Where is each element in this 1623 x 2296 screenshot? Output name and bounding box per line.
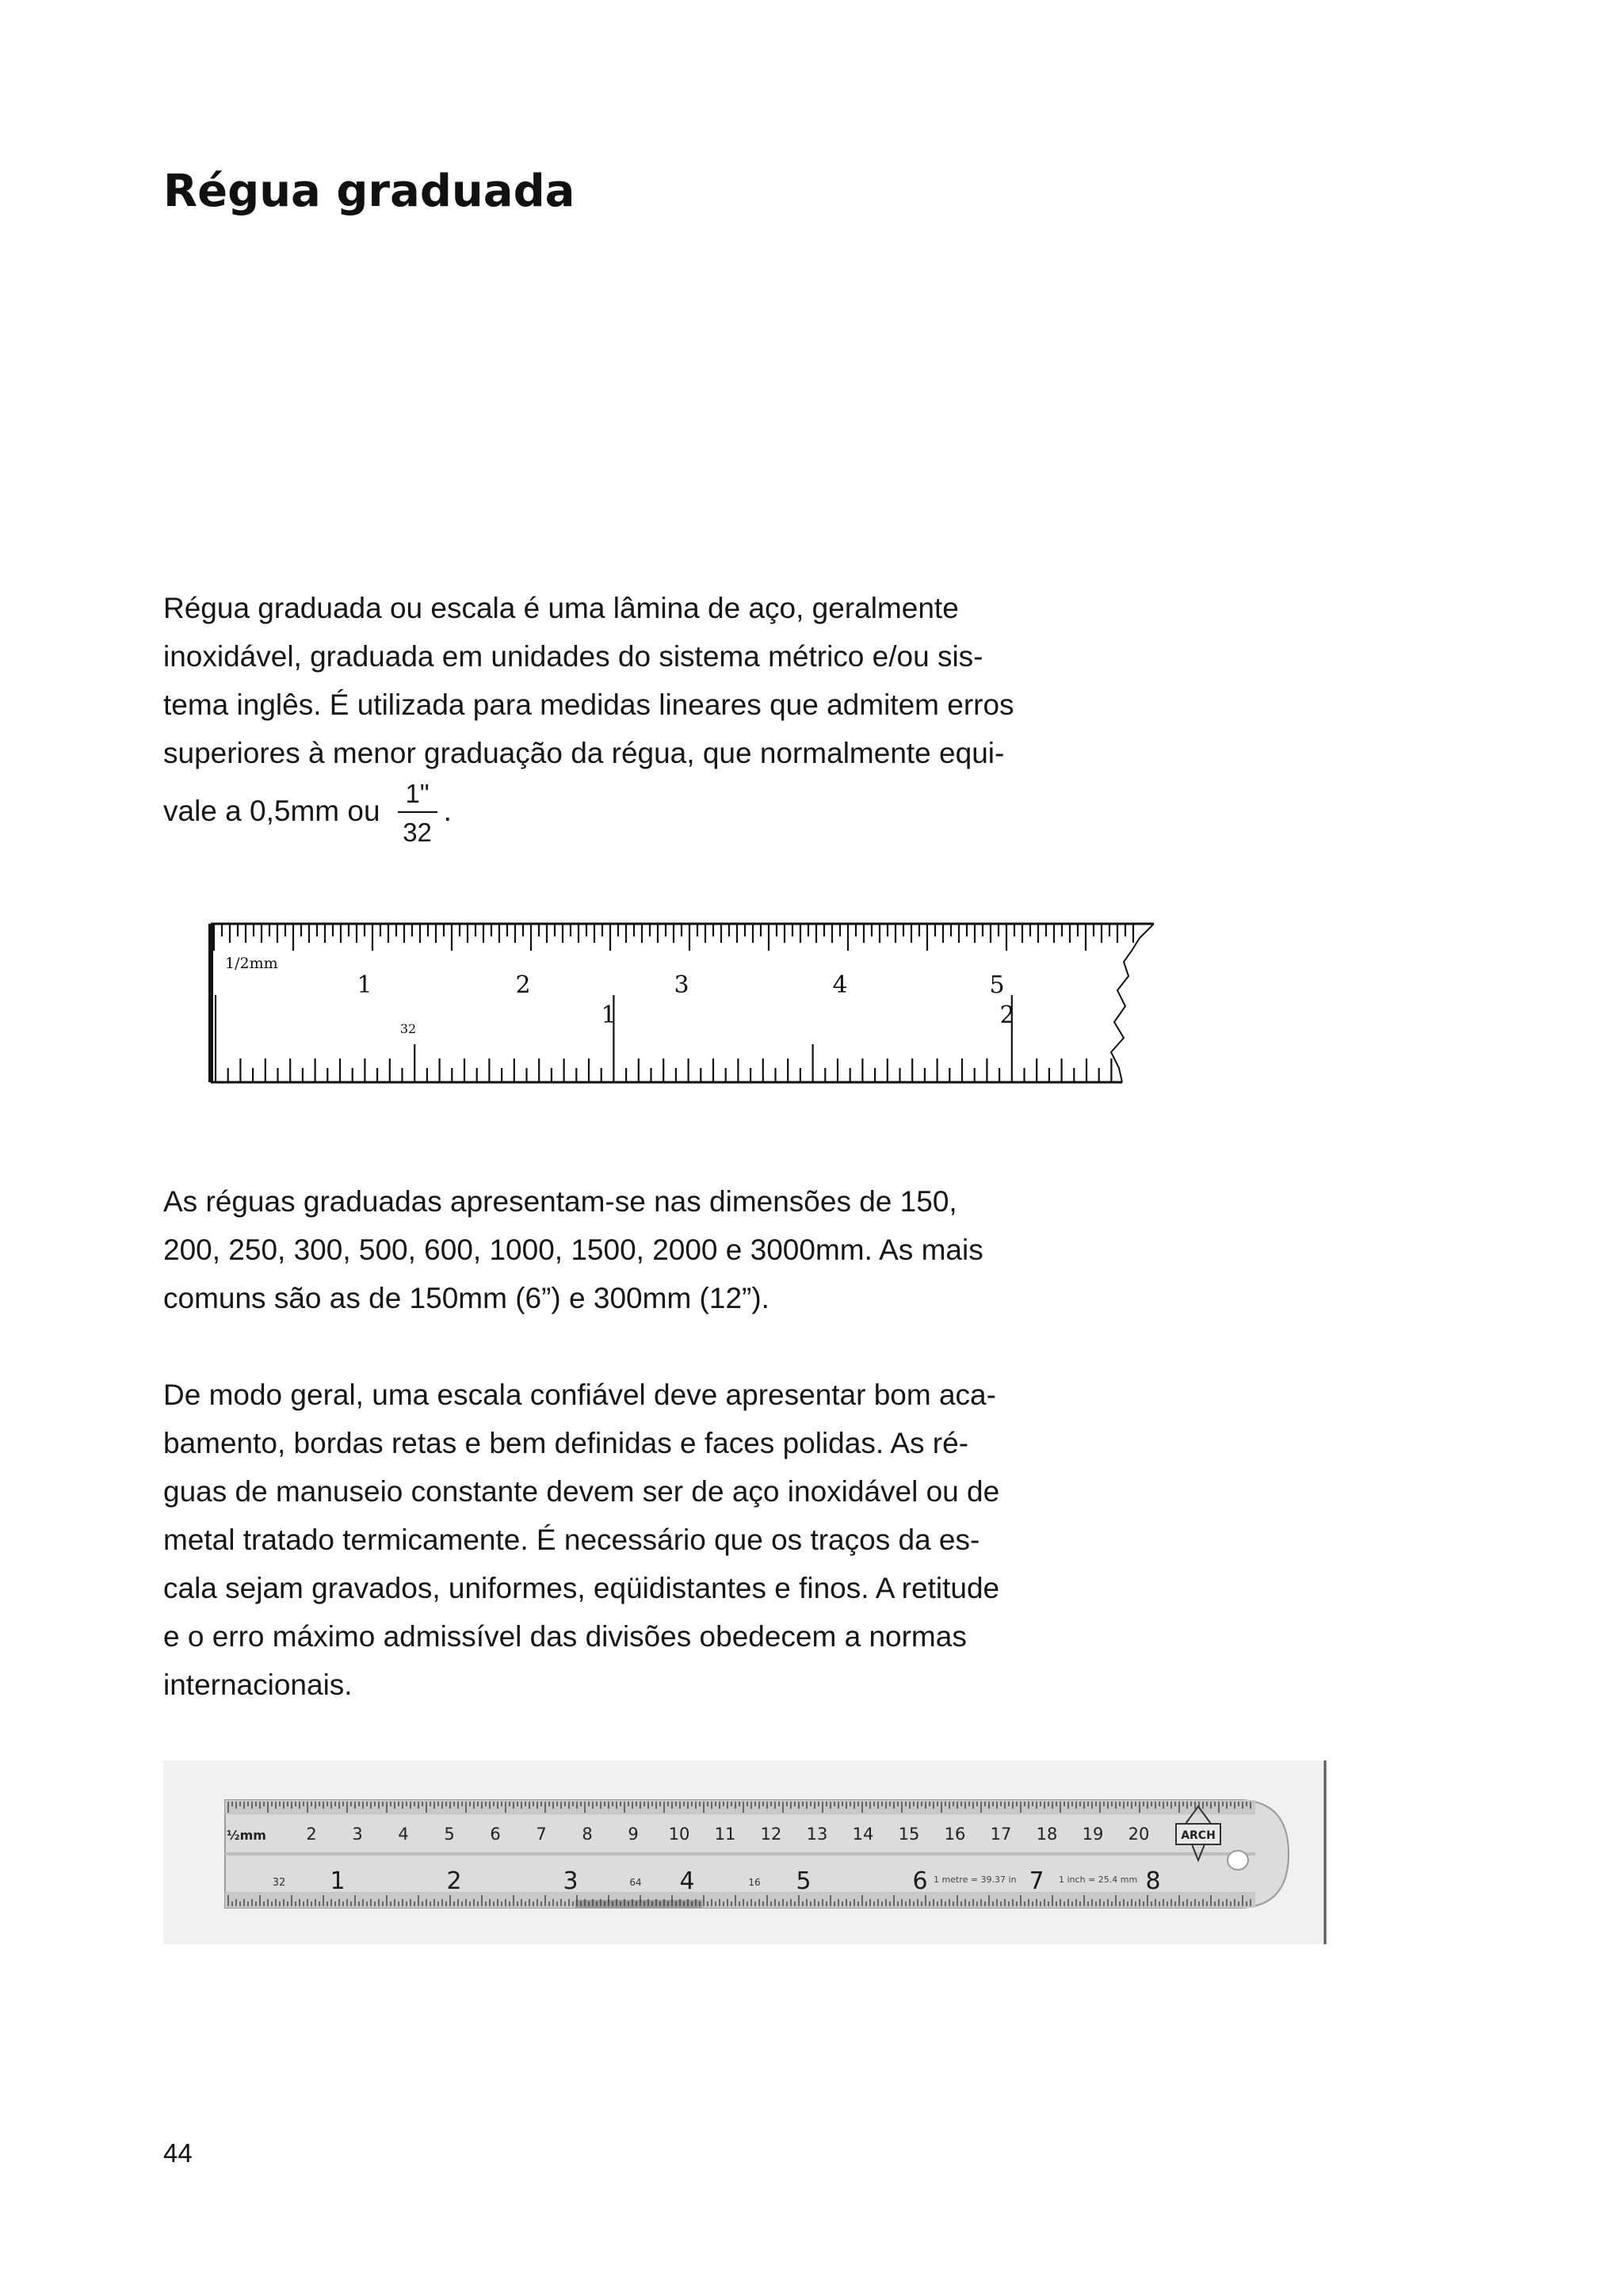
quality-line: De modo geral, uma escala confiável deve apresentar bom aca-	[163, 1379, 996, 1411]
ruler-mm-number: 3	[674, 971, 689, 999]
photo-cm-number: 4	[398, 1825, 409, 1844]
quality-line: metal tratado termicamente. É necessário que os traços da es-	[163, 1524, 980, 1556]
ruler-photo	[163, 1760, 1328, 1944]
ruler-mm-number: 1	[357, 971, 372, 999]
ruler-photo-top-band	[225, 1800, 1255, 1814]
fraction-denominator: 32	[403, 818, 432, 847]
photo-cm-number: 15	[898, 1825, 920, 1844]
photo-cm-number: 3	[352, 1825, 363, 1844]
photo-cm-number: 13	[806, 1825, 828, 1844]
ruler-fraction-label: 32	[399, 1021, 417, 1036]
ruler-torn-edge	[1111, 924, 1154, 1082]
quality-line: e o erro máximo admissível das divisões obedecem a normas	[163, 1620, 967, 1653]
intro-paragraph	[163, 584, 1098, 845]
photo-cm-number: 9	[628, 1825, 639, 1844]
intro-line: tema inglês. É utilizada para medidas lineares que admitem erros	[163, 688, 1014, 721]
photo-cm-number: 19	[1082, 1825, 1104, 1844]
photo-cm-number: 17	[990, 1825, 1012, 1844]
brand-logo-text: ARCH	[1181, 1829, 1216, 1842]
photo-mark-64: 64	[629, 1877, 642, 1888]
photo-cm-number: 16	[944, 1825, 966, 1844]
photo-inch-number: 8	[1145, 1867, 1161, 1895]
photo-cm-number: 2	[306, 1825, 317, 1844]
photo-cm-number: 8	[582, 1825, 593, 1844]
photo-inch-number: 1	[330, 1867, 346, 1895]
photo-cm-number: 5	[444, 1825, 455, 1844]
ruler-inch-number: 2	[999, 1001, 1015, 1029]
page-title: Régua graduada	[163, 166, 575, 217]
dimensions-line: 200, 250, 300, 500, 600, 1000, 1500, 2000 e 3000mm. As mais	[163, 1234, 983, 1266]
intro-last-line	[163, 780, 1098, 845]
intro-period: .	[443, 794, 452, 827]
photo-cm-number: 6	[490, 1825, 501, 1844]
quality-line: cala sejam gravados, uniformes, eqüidistantes e finos. A retitude	[163, 1572, 1000, 1604]
photo-inch-number: 5	[796, 1867, 812, 1895]
ruler-drawing-ticks	[214, 924, 1133, 1082]
photo-cm-number: 11	[714, 1825, 736, 1844]
photo-cm-number: 12	[760, 1825, 782, 1844]
intro-line: vale a 0,5mm ou	[163, 794, 380, 827]
photo-inch-number: 2	[446, 1867, 462, 1895]
ruler-inch-number: 1	[601, 1001, 617, 1029]
ruler-photo-bottom-band	[225, 1892, 1255, 1908]
fraction-one-thirty-second	[398, 780, 437, 845]
quality-line: internacionais.	[163, 1669, 353, 1701]
ruler-mm-number: 4	[832, 971, 848, 999]
ruler-photo-worn-patch	[575, 1900, 702, 1908]
photo-inch-note: 1 inch = 25.4 mm	[1059, 1875, 1138, 1885]
ruler-photo-hole	[1228, 1851, 1248, 1870]
page-number: 44	[163, 2138, 193, 2168]
photo-inch-number: 3	[563, 1867, 579, 1895]
ruler-mm-number: 5	[989, 971, 1005, 999]
dimensions-line: comuns são as de 150mm (6”) e 300mm (12”).	[163, 1282, 769, 1314]
ruler-mm-number: 2	[515, 971, 531, 999]
ruler-photo-mid-stripe	[225, 1852, 1255, 1855]
quality-line: guas de manuseio constante devem ser de aço inoxidável ou de	[163, 1475, 1000, 1508]
photo-cm-number: 18	[1036, 1825, 1058, 1844]
dimensions-paragraph	[163, 1177, 1098, 1322]
photo-cm-number: 20	[1128, 1825, 1150, 1844]
photo-inch-number: 6	[912, 1867, 928, 1895]
fraction-numerator: 1"	[398, 780, 437, 813]
intro-line: superiores à menor graduação da régua, que normalmente equi-	[163, 737, 1005, 769]
photo-cm-number: 7	[536, 1825, 547, 1844]
quality-paragraph	[163, 1371, 1098, 1709]
photo-mark-32: 32	[272, 1877, 286, 1889]
photo-inch-number: 7	[1029, 1867, 1044, 1895]
ruler-scale-label: 1/2mm	[225, 955, 278, 972]
photo-cm-number: 10	[668, 1825, 690, 1844]
photo-inch-number: 4	[679, 1867, 695, 1895]
photo-cm-scale-label: ½mm	[227, 1828, 266, 1843]
intro-line: inoxidável, graduada em unidades do sistema métrico e/ou sis-	[163, 640, 983, 673]
photo-metre-note: 1 metre = 39.37 in	[934, 1875, 1017, 1885]
quality-line: bamento, bordas retas e bem definidas e faces polidas. As ré-	[163, 1427, 969, 1459]
intro-line: Régua graduada ou escala é uma lâmina de aço, geralmente	[163, 592, 959, 624]
dimensions-line: As réguas graduadas apresentam-se nas dimensões de 150,	[163, 1185, 957, 1218]
ruler-drawing	[206, 919, 1165, 1093]
photo-mark-16: 16	[748, 1877, 761, 1888]
photo-cm-number: 14	[852, 1825, 874, 1844]
